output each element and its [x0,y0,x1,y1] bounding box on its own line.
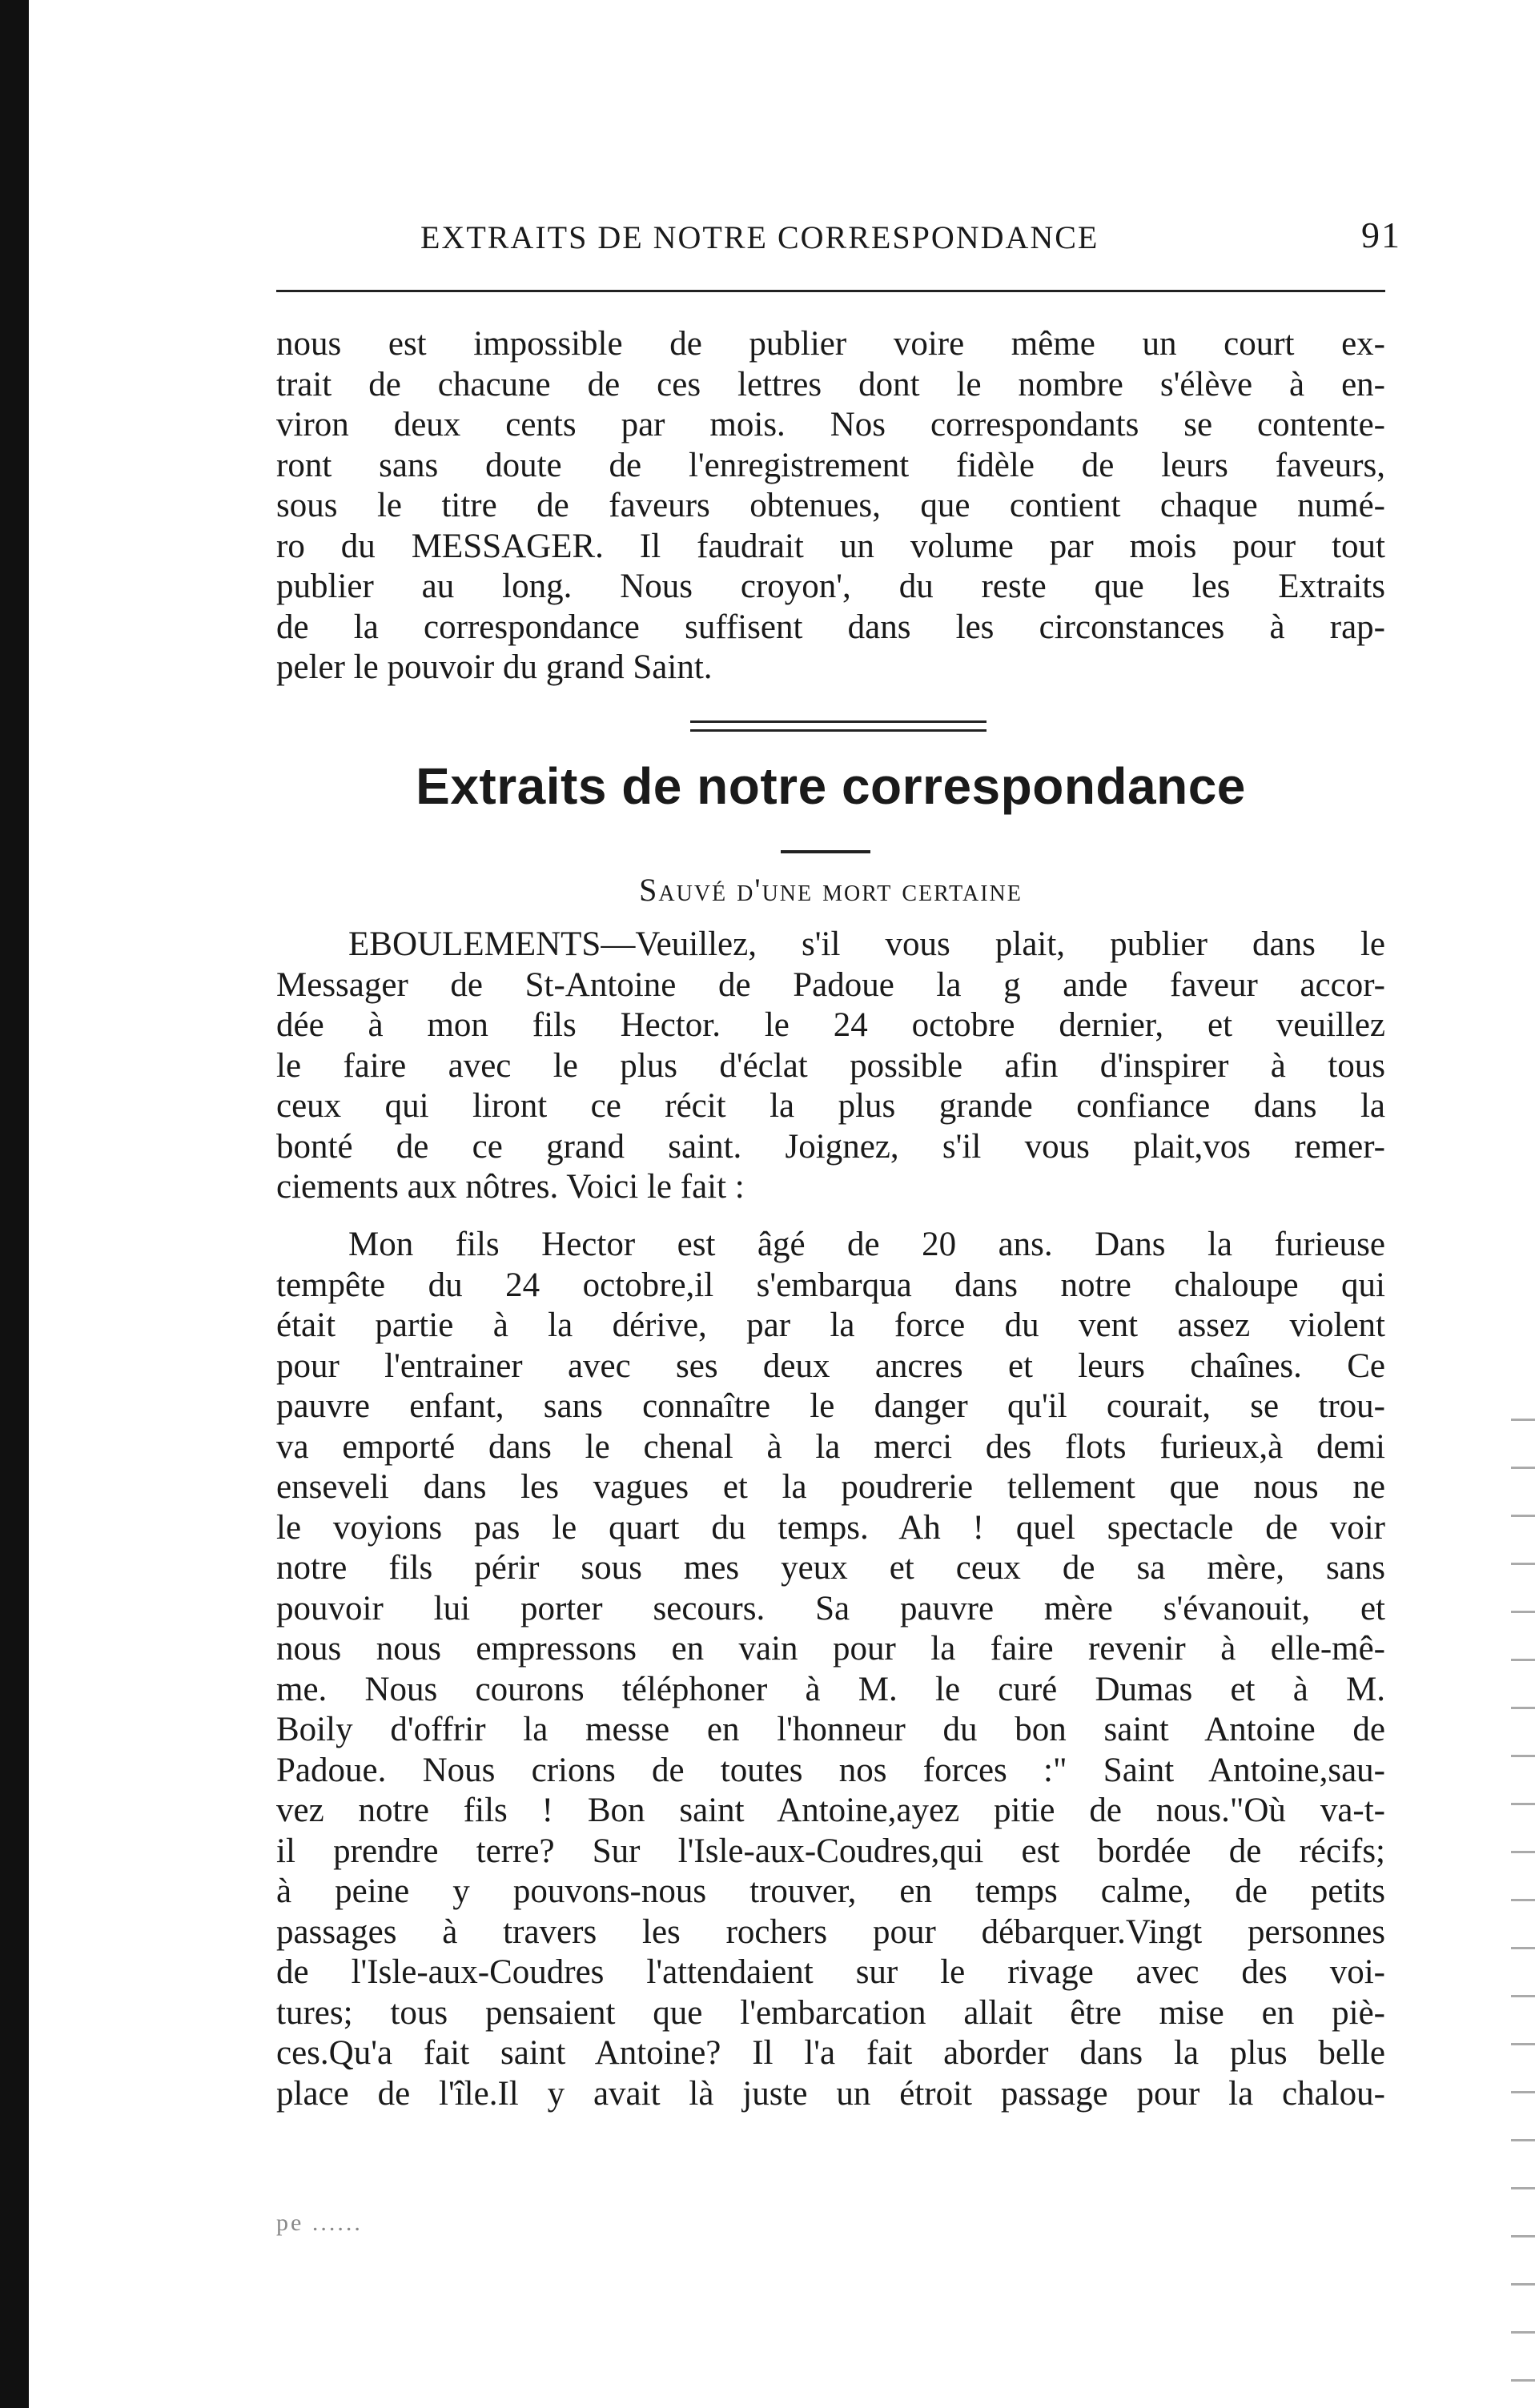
text-line: de la correspondance suffisent dans les circonstances à rap- [276,608,1385,646]
text-line: EBOULEMENTS—Veuillez, s'il vous plait, publier dans le [348,925,1385,963]
text-line: vez notre fils ! Bon saint Antoine,ayez pitie de nous."Où va-t- [276,1792,1385,1829]
text-line: dée à mon fils Hector. le 24 octobre dernier, et veuillez [276,1006,1385,1044]
text-line: Messager de St-Antoine de Padoue la g ande faveur accor- [276,965,1385,1004]
text-line: enseveli dans les vagues et la poudrerie tellement que nous ne [276,1468,1385,1506]
text-line: ceux qui liront ce récit la plus grande confiance dans la [276,1087,1385,1125]
intro-paragraph [276,324,1385,688]
text-line: peler le pouvoir du grand Saint. [276,648,713,686]
text-line: ciements aux nôtres. Voici le fait : [276,1168,745,1206]
scan-binding-edge [0,0,29,2408]
text-line: à peine y pouvons-nous trouver, en temps calme, de petits [276,1872,1385,1910]
text-line: Padoue. Nous crions de toutes nos forces :" Saint Antoine,sau- [276,1751,1385,1789]
text-line: ces.Qu'a fait saint Antoine? Il l'a fait aborder dans la plus belle [276,2034,1385,2072]
text-line: trait de chacune de ces lettres dont le nombre s'élève à en- [276,365,1385,403]
text-line: me. Nous courons téléphoner à M. le curé Dumas et à M. [276,1670,1385,1708]
text-line: publier au long. Nous croyon', du reste que les Extraits [276,568,1385,605]
text-line: place de l'île.Il y avait là juste un étroit passage pour la chalou- [276,2074,1385,2113]
running-title: EXTRAITS DE NOTRE CORRESPONDANCE [420,219,1099,255]
text-line: de l'Isle-aux-Coudres l'attendaient sur le rivage avec des voi- [276,1953,1385,1991]
letter-paragraph-2 [276,1225,1385,2114]
section-separator [690,720,986,732]
text-line: Mon fils Hector est âgé de 20 ans. Dans la furieuse [348,1226,1385,1263]
text-line: ront sans doute de l'enregistrement fidèle de leurs faveurs, [276,446,1385,484]
text-line: tempête du 24 octobre,il s'embarqua dans notre chaloupe qui [276,1266,1385,1304]
article-subtitle: Sauvé d'une mort certaine [639,872,1023,908]
text-line: pauvre enfant, sans connaître le danger qu'il courait, se trou- [276,1387,1385,1425]
header-rule [276,290,1385,292]
text-line: nous nous empressons en vain pour la faire revenir à elle-mê- [276,1630,1385,1668]
text-line: Boily d'offrir la messe en l'honneur du bon saint Antoine de [276,1711,1385,1748]
text-line: pour l'entrainer avec ses deux ancres et leurs chaînes. Ce [276,1346,1385,1385]
text-line: notre fils périr sous mes yeux et ceux de sa mère, sans [276,1549,1385,1587]
text-line: va emporté dans le chenal à la merci des flots furieux,à demi [276,1427,1385,1466]
title-underline [781,850,870,853]
text-line: il prendre terre? Sur l'Isle-aux-Coudres,qui est bordée de récifs; [276,1832,1385,1870]
running-header [420,215,1401,267]
text-line: bonté de ce grand saint. Joignez, s'il vous plait,vos remer- [276,1127,1385,1166]
text-line: tures; tous pensaient que l'embarcation allait être mise en piè- [276,1993,1385,2032]
cut-off-next-line: pe ...... [276,2209,363,2236]
text-line: le voyions pas le quart du temps. Ah ! quel spectacle de voir [276,1508,1385,1547]
text-line: viron deux cents par mois. Nos correspondants se contente- [276,406,1385,443]
text-line: nous est impossible de publier voire même un court ex- [276,325,1385,363]
scan-edge-noise [1511,1401,1535,2402]
text-line: passages à travers les rochers pour débarquer.Vingt personnes [276,1912,1385,1951]
text-line: était partie à la dérive, par la force du vent assez violent [276,1306,1385,1344]
text-line: pouvoir lui porter secours. Sa pauvre mère s'évanouit, et [276,1589,1385,1627]
page-number: 91 [1361,215,1401,255]
text-line: sous le titre de faveurs obtenues, que contient chaque numé- [276,487,1385,524]
letter-paragraph-1 [276,925,1385,1208]
text-line: le faire avec le plus d'éclat possible afin d'inspirer à tous [276,1046,1385,1085]
article-title: Extraits de notre correspondance [416,757,1246,815]
text-line: ro du MESSAGER. Il faudrait un volume par mois pour tout [276,527,1385,565]
